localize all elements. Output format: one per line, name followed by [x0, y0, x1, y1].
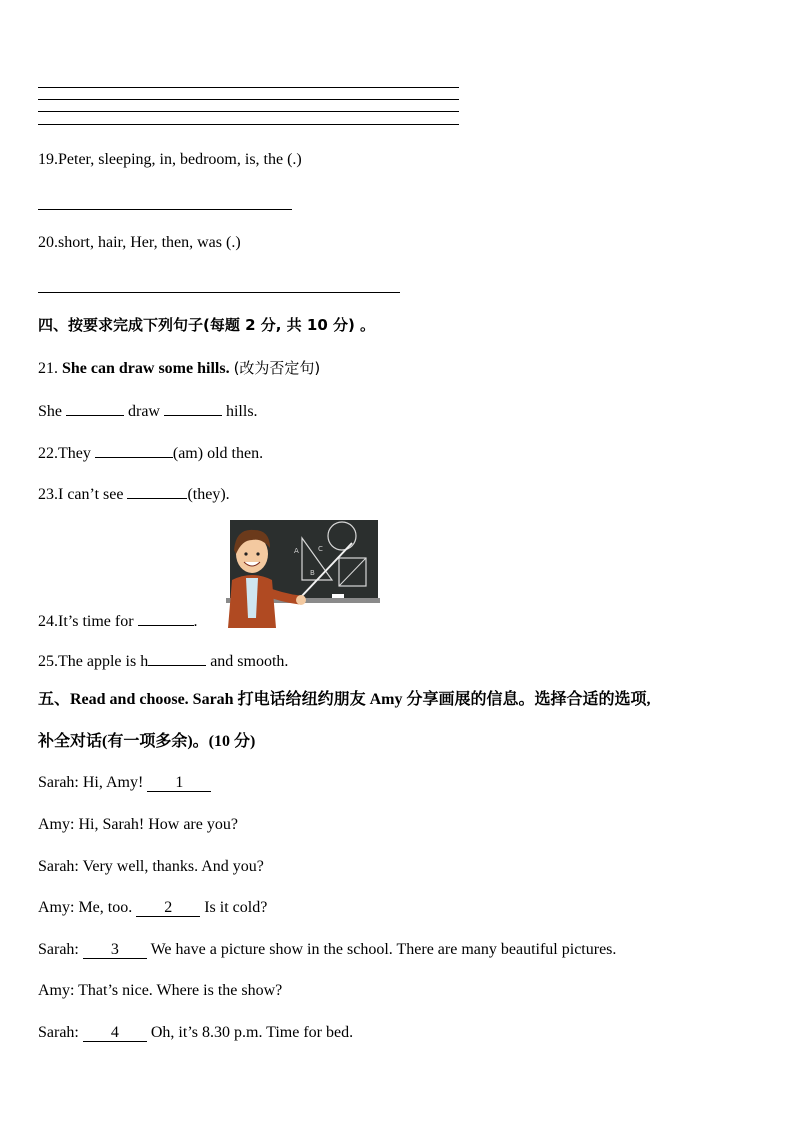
dialog-blank-2[interactable]: 2 — [136, 900, 200, 917]
question-25 — [38, 649, 288, 672]
section-5-title-line-1: 五、Read and choose. Sarah 打电话给纽约朋友 Amy 分享画展的信息。选择合适的选项, — [38, 691, 651, 708]
dialog-4-text-start: Amy: Me, too. — [38, 899, 137, 916]
q24-blank[interactable] — [138, 609, 194, 626]
question-19: 19.Peter, sleeping, in, bedroom, is, the (.) — [38, 151, 302, 168]
q23-text-start: 23.I can’t see — [38, 486, 128, 503]
question-23 — [38, 482, 230, 505]
q22-text-end: (am) old then. — [172, 445, 264, 462]
answer-line-1 — [38, 87, 459, 88]
dialog-line-3: Sarah: Very well, thanks. And you? — [38, 858, 264, 875]
teacher-shirt — [246, 578, 258, 618]
dialog-blank-4[interactable]: 4 — [83, 1025, 147, 1042]
label-b: B — [310, 569, 315, 577]
q21-answer-draw: draw — [124, 403, 164, 420]
dialog-5-text-end: We have a picture show in the school. There are many beautiful pictures. — [146, 941, 617, 958]
dialog-4-text-end: Is it cold? — [200, 899, 268, 916]
q23-text-end: (they). — [187, 486, 230, 503]
section-4-title: 四、按要求完成下列句子(每题 2 分, 共 10 分) 。 — [38, 316, 376, 334]
question-22 — [38, 441, 263, 464]
q22-blank[interactable] — [95, 441, 173, 458]
teacher-hand — [296, 595, 306, 605]
q21-blank-2[interactable] — [164, 399, 222, 416]
answer-line-19[interactable] — [38, 209, 292, 210]
dialog-line-4 — [38, 898, 267, 918]
q21-number: 21. — [38, 360, 58, 377]
question-21-answer — [38, 399, 258, 422]
q25-text-end: and smooth. — [206, 653, 289, 670]
q21-text: She can draw some hills. — [58, 360, 230, 377]
dialog-5-text-start: Sarah: — [38, 941, 83, 958]
chalk — [332, 594, 344, 598]
answer-line-4 — [38, 124, 459, 125]
dialog-line-5 — [38, 940, 616, 960]
q21-answer-hills: hills. — [221, 403, 258, 420]
dialog-line-1 — [38, 773, 211, 793]
dialog-blank-1[interactable]: 1 — [147, 775, 211, 792]
answer-line-20[interactable] — [38, 292, 400, 293]
section-5-title-line-2: 补全对话(有一项多余)。(10 分) — [38, 733, 256, 750]
teacher-eye-right — [256, 552, 259, 555]
answer-line-3 — [38, 111, 459, 112]
q22-text-start: 22.They — [38, 445, 95, 462]
q21-hint: (改为否定句) — [233, 359, 321, 377]
question-20: 20.short, hair, Her, then, was (.) — [38, 234, 241, 251]
dialog-line-7 — [38, 1023, 353, 1043]
q21-blank-1[interactable] — [66, 399, 124, 416]
dialog-line-6: Amy: That’s nice. Where is the show? — [38, 982, 283, 999]
q25-text-start: 25.The apple is h — [38, 653, 149, 670]
dialog-1-text: Sarah: Hi, Amy! — [38, 774, 148, 791]
teacher-blackboard-image — [222, 518, 380, 628]
dialog-7-text-start: Sarah: — [38, 1024, 83, 1041]
label-a: A — [294, 547, 299, 555]
dialog-7-text-end: Oh, it’s 8.30 p.m. Time for bed. — [146, 1024, 354, 1041]
dialog-blank-3[interactable]: 3 — [83, 942, 147, 959]
q24-text-start: 24.It’s time for — [38, 613, 138, 630]
teacher-eye-left — [244, 552, 247, 555]
answer-line-2 — [38, 99, 459, 100]
q25-blank[interactable] — [148, 649, 206, 666]
label-c: C — [318, 545, 323, 553]
question-21 — [38, 358, 320, 379]
dialog-line-2: Amy: Hi, Sarah! How are you? — [38, 816, 238, 833]
q21-answer-she: She — [38, 403, 66, 420]
q24-text-end: . — [193, 613, 198, 630]
q23-blank[interactable] — [127, 482, 187, 499]
question-24 — [38, 609, 198, 632]
